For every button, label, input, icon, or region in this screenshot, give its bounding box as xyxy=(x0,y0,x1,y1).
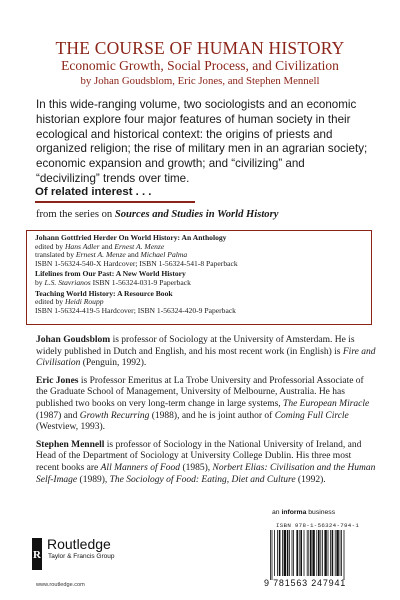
bio-text: (1988), and he is joint author of xyxy=(149,410,275,421)
related-book-mid: and xyxy=(99,241,115,251)
related-books-box xyxy=(26,230,372,325)
bio-text: (1985), xyxy=(180,462,213,473)
related-book-title: Teaching World History: A Resource Book xyxy=(35,288,173,298)
author-bio xyxy=(36,335,376,370)
publisher-group: Taylor & Francis Group xyxy=(48,553,115,560)
barcode-bar xyxy=(330,530,331,576)
barcode-bar xyxy=(289,530,290,576)
book-title-italic: Norbert Elias: Civilisation and the Human Self-Image xyxy=(36,462,376,485)
related-interest-title: Of related interest . . . xyxy=(35,186,152,198)
publisher-block xyxy=(32,536,152,588)
barcode-bar xyxy=(341,530,342,576)
related-interest-header xyxy=(35,186,200,204)
barcode-bar xyxy=(316,530,317,576)
author-name: Johan Goudsblom xyxy=(36,335,111,345)
related-book-prefix: by xyxy=(35,277,45,287)
book-title-italic: The Sociology of Food: Eating, Diet and Culture xyxy=(109,474,296,485)
related-book-mid: ISBN 1-56324-031-9 Paperback xyxy=(90,277,191,287)
barcode-bar xyxy=(320,530,321,576)
book-title: THE COURSE OF HUMAN HISTORY xyxy=(55,38,345,58)
barcode-bar xyxy=(328,530,329,576)
barcode-bar xyxy=(299,530,300,576)
barcode-bar xyxy=(335,530,336,576)
bio-text: (Westview, 1993). xyxy=(36,422,106,433)
related-book-title: Lifelines from Our Past: A New World History xyxy=(35,269,186,279)
series-line xyxy=(36,208,371,221)
author-bio xyxy=(36,440,376,486)
informa-brand: informa xyxy=(281,509,307,516)
barcode-bar xyxy=(332,530,334,576)
barcode-bar xyxy=(304,530,305,576)
barcode-bar xyxy=(284,530,286,576)
bio-text: (1992). xyxy=(295,474,326,485)
related-book-line xyxy=(35,279,363,288)
related-book-line: ISBN 1-56324-540-X Hardcover; ISBN 1-56324-541-8 Paperback xyxy=(35,258,238,268)
barcode-bar xyxy=(324,530,326,576)
author-bios xyxy=(36,335,376,492)
barcode-digits: 9 781563 247941 xyxy=(264,578,347,588)
informa-business xyxy=(272,509,335,516)
related-book xyxy=(35,290,363,316)
bio-text: (1987) and xyxy=(36,410,80,421)
barcode-bar xyxy=(296,530,298,576)
publisher-name: Routledge xyxy=(47,536,111,552)
title-block xyxy=(20,38,380,89)
author-bio xyxy=(36,376,376,434)
barcode-bar xyxy=(279,530,281,576)
related-book-names2: Ernest A. Menze xyxy=(114,241,165,251)
related-book-names: L.S. Stavrianos xyxy=(44,277,91,287)
related-book-title: Johann Gottfried Herder On World History: An Anthology xyxy=(35,233,227,242)
barcode-bar xyxy=(277,530,278,576)
bio-text: (1989), xyxy=(77,474,110,485)
barcode-bar xyxy=(307,530,308,576)
barcode-bar xyxy=(318,530,320,576)
series-prefix: from the series on xyxy=(36,209,115,220)
related-book-mid: and xyxy=(125,250,141,260)
barcode-bar xyxy=(293,530,294,576)
book-title-italic: Growth Recurring xyxy=(79,410,150,421)
related-book-prefix: edited by xyxy=(35,241,65,251)
related-book-names: Ernest A. Menze xyxy=(75,250,126,260)
book-title-italic: Coming Full Circle xyxy=(274,410,349,421)
bio-text: is Professor Emeritus at La Trobe University and Professorial Associate of the Graduate School of Management, University of Melbourne, Australia. He has published two books on very long-term change in large systems, xyxy=(36,375,364,409)
related-book xyxy=(35,234,363,268)
barcode-bar xyxy=(336,530,338,576)
barcode-bar xyxy=(344,530,345,580)
related-book-names: Heidi Roupp xyxy=(64,297,104,307)
bio-text: (Penguin, 1992). xyxy=(80,358,147,369)
barcode-bar xyxy=(282,530,283,576)
barcode-bar xyxy=(274,530,275,576)
barcode-icon xyxy=(268,530,376,580)
barcode-bar xyxy=(312,530,314,576)
barcode-bar xyxy=(292,530,293,576)
barcode-area xyxy=(262,521,382,591)
related-interest-rule xyxy=(35,201,195,203)
book-blurb: In this wide-ranging volume, two sociologists and an economic historian explore four major features of human society in their ecological and historical context: the origins of priests and organized religion; the rise of military men in an agrarian society; economic expansion and growth; and “civilizing” and “decivilizing” trends over time. xyxy=(36,98,368,185)
book-subtitle: Economic Growth, Social Process, and Civilization xyxy=(61,58,339,73)
related-book-names2: Michael Palma xyxy=(140,250,188,260)
isbn-text: ISBN 978-1-56324-794-1 xyxy=(276,522,360,529)
barcode-bar xyxy=(287,530,289,576)
logo-letter: R xyxy=(33,549,41,561)
barcode-bar xyxy=(310,530,312,576)
informa-suffix: business xyxy=(306,509,336,516)
author-name: Stephen Mennell xyxy=(36,439,105,450)
book-title-italic: The European Miracle xyxy=(283,398,370,409)
author-name: Eric Jones xyxy=(36,375,79,386)
related-book-names: Hans Adler xyxy=(64,241,100,251)
barcode-bar xyxy=(322,530,323,576)
informa-prefix: an xyxy=(272,509,282,516)
related-book-line: ISBN 1-56324-419-5 Hardcover; ISBN 1-56324-420-9 Paperback xyxy=(35,305,236,315)
book-title-italic: All Manners of Food xyxy=(100,462,181,473)
bio-text: is professor of Sociology at the University of Amsterdam. He is widely published in Dutch and English, and his most recent work (in English) is xyxy=(36,335,355,357)
barcode-bar xyxy=(272,530,273,580)
book-authors: by Johan Goudsblom, Eric Jones, and Stephen Mennell xyxy=(80,75,320,87)
book-title-italic: Fire and Civilisation xyxy=(36,346,376,369)
barcode-bar xyxy=(340,530,341,576)
bio-text: is professor of Sociology in the National University of Ireland, and Head of the Department of Sociology at University College Dublin. His three most recent books are xyxy=(36,439,362,473)
related-book xyxy=(35,270,363,287)
routledge-logo-icon xyxy=(32,538,42,570)
barcode-bar xyxy=(270,530,271,580)
series-name: Sources and Studies in World History xyxy=(114,209,279,220)
barcode-bar xyxy=(308,530,309,576)
publisher-url: www.routledge.com xyxy=(36,582,85,588)
related-book-prefix: edited by xyxy=(35,297,65,307)
related-book-prefix: translated by xyxy=(35,250,76,260)
barcode-bar xyxy=(300,530,302,576)
